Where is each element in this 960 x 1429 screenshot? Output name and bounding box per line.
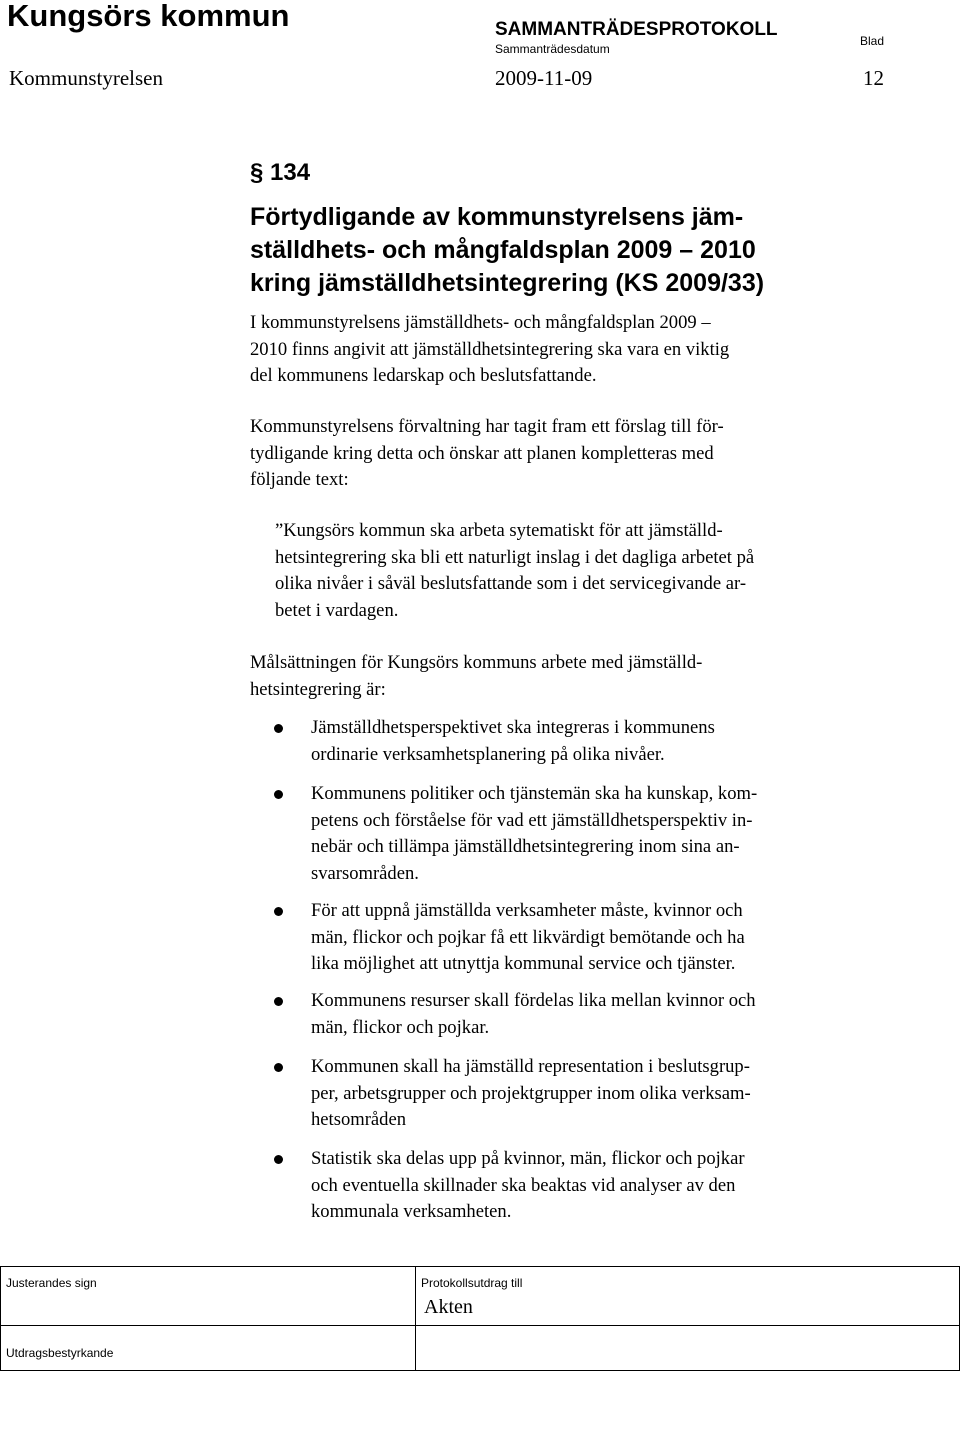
list-item-line: kommunala verksamheten.	[311, 1201, 512, 1222]
paragraph-line: olika nivåer i såväl beslutsfattande som i det servicegivande ar-	[275, 573, 747, 594]
utdragsbestyrkande-label: Utdragsbestyrkande	[6, 1346, 114, 1360]
bullet-icon	[274, 790, 283, 799]
bullet-icon	[274, 724, 283, 733]
goal-paragraph	[250, 650, 890, 703]
list-item-line: och eventuella skillnader ska beaktas vid analyser av den	[311, 1174, 736, 1196]
paragraph-line: I kommunstyrelsens jämställdhets- och mångfaldsplan 2009 –	[250, 312, 711, 333]
proposal-paragraph	[250, 414, 890, 494]
section-title-line: ställdhets- och mångfaldsplan 2009 – 2010	[250, 236, 756, 264]
list-item-line: Kommunen skall ha jämställd representation i beslutsgrup-	[311, 1056, 750, 1077]
paragraph-line: Kommunstyrelsens förvaltning har tagit fram ett förslag till för-	[250, 416, 724, 437]
list-item-text	[311, 1146, 901, 1226]
protokollsutdrag-cell	[415, 1266, 960, 1326]
list-item-line: Statistik ska delas upp på kvinnor, män, flickor och pojkar	[311, 1148, 745, 1169]
section-title	[250, 201, 890, 300]
page-label: Blad	[860, 34, 885, 48]
section-title-line: Förtydligande av kommunstyrelsens jäm-	[250, 203, 744, 231]
list-item-line: nebär och tillämpa jämställdhetsintegrering inom sina an-	[311, 836, 740, 857]
justerandes-sign-cell	[0, 1266, 416, 1326]
bullet-icon	[274, 1063, 283, 1072]
protokollsutdrag-value: Akten	[424, 1296, 473, 1318]
paragraph-line: del kommunens ledarskap och beslutsfattande.	[250, 365, 597, 386]
paragraph-line: hetsintegrering ska bli ett naturligt inslag i det dagliga arbetet på	[275, 546, 755, 568]
protocol-title: SAMMANTRÄDESPROTOKOLL	[495, 19, 778, 40]
list-item-line: ordinarie verksamhetsplanering på olika nivåer.	[311, 743, 665, 765]
paragraph-line: tydligande kring detta och önskar att planen kompletteras med	[250, 442, 714, 464]
list-item-line: svarsområden.	[311, 862, 419, 884]
list-item-line: Jämställdhetsperspektivet ska integreras i kommunens	[311, 717, 715, 738]
section-title-line: kring jämställdhetsintegrering (KS 2009/33)	[250, 269, 765, 297]
meeting-date-label: Sammanträdesdatum	[495, 42, 610, 56]
list-item-line: män, flickor och pojkar.	[311, 1016, 490, 1038]
protokollsutdrag-label: Protokollsutdrag till	[421, 1276, 523, 1290]
list-item-text	[311, 988, 901, 1041]
quoted-text	[275, 518, 915, 624]
paragraph-line: ”Kungsörs kommun ska arbeta sytematiskt för att jämställd-	[275, 520, 723, 541]
paragraph-line: 2010 finns angivit att jämställdhetsintegrering ska vara en viktig	[250, 338, 730, 360]
list-item-line: per, arbetsgrupper och projektgrupper inom olika verksam-	[311, 1082, 751, 1104]
organization-name: Kungsörs kommun	[7, 0, 290, 33]
list-item-text	[311, 781, 901, 887]
list-item-line: män, flickor och pojkar få ett likvärdigt bemötande och ha	[311, 926, 745, 948]
section-number: § 134	[250, 159, 311, 186]
paragraph-line: betet i vardagen.	[275, 599, 399, 621]
empty-cell	[415, 1325, 960, 1371]
bullet-icon	[274, 907, 283, 916]
paragraph-line: Målsättningen för Kungsörs kommuns arbete med jämställd-	[250, 652, 703, 673]
body-name: Kommunstyrelsen	[9, 66, 163, 90]
meeting-date: 2009-11-09	[495, 66, 593, 90]
list-item-line: För att uppnå jämställda verksamheter måste, kvinnor och	[311, 900, 743, 921]
paragraph-line: följande text:	[250, 469, 349, 490]
list-item-text	[311, 1054, 901, 1134]
list-item-text	[311, 898, 901, 978]
justerandes-sign-label: Justerandes sign	[6, 1276, 97, 1290]
list-item-text	[311, 715, 901, 768]
list-item-line: Kommunens resurser skall fördelas lika mellan kvinnor och	[311, 990, 756, 1011]
utdragsbestyrkande-cell	[0, 1325, 416, 1371]
list-item-line: petens och förståelse för vad ett jämställdhetsperspektiv in-	[311, 809, 753, 831]
paragraph-line: hetsintegrering är:	[250, 678, 386, 700]
page-number: 12	[863, 66, 884, 90]
intro-paragraph	[250, 310, 890, 390]
bullet-icon	[274, 1155, 283, 1164]
list-item-line: Kommunens politiker och tjänstemän ska ha kunskap, kom-	[311, 783, 758, 804]
list-item-line: hetsområden	[311, 1109, 407, 1130]
list-item-line: lika möjlighet att utnyttja kommunal service och tjänster.	[311, 953, 736, 974]
bullet-icon	[274, 997, 283, 1006]
